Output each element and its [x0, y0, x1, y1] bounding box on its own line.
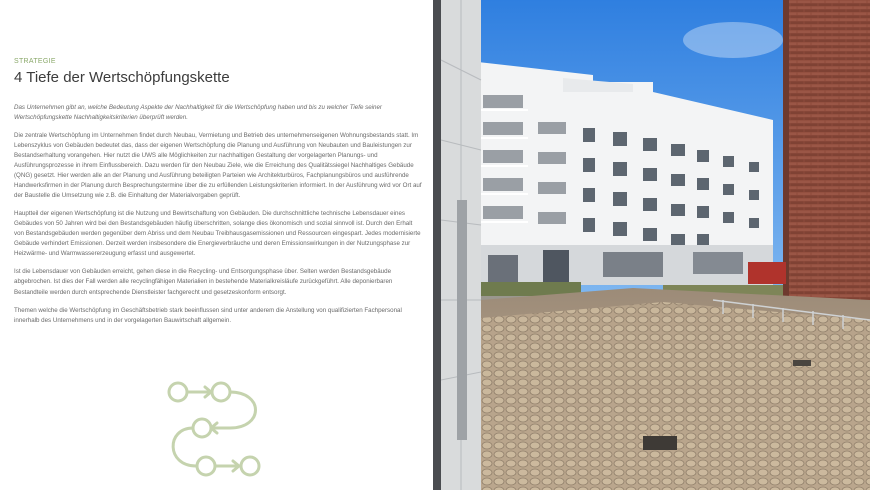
section-kicker: STRATEGIE	[14, 58, 56, 65]
page-title: 4 Tiefe der Wertschöpfungskette	[14, 69, 230, 86]
intro-paragraph: Das Unternehmen gibt an, welche Bedeutung Aspekte der Nachhaltigkeit für die Wertschöpfung haben und bis zu welcher Tiefe seiner Wertschöpfungskette Nachhaltigkeitskriterien überprüft werden.	[14, 104, 382, 121]
body-paragraph-3: Ist die Lebensdauer von Gebäuden erreicht, gehen diese in die Recycling- und Entsorgungsphase über. Selten werden Bestandsgebäude abgebrochen. Ist dies der Fall werden alle recyclingfähigen Materialien in bestehende Materialkreisläufe zurückgeführt. Alle deponierbaren Bestandteile werden durch entsprechende Dienstleister fachgerecht und gesetzeskonform entsorgt.	[14, 268, 393, 296]
building-courtyard-photo	[433, 0, 870, 490]
body-paragraph-4: Themen welche die Wertschöpfung im Geschäftsbetrieb stark beeinflussen sind unter anderem die Anstellung von qualifizierten Fachpersonal innerhalb des Unternehmens und in der vorgelagerten Bauwirtschaft allgemein.	[14, 306, 402, 324]
body-paragraph-2: Hauptteil der eigenen Wertschöpfung ist die Nutzung und Bewirtschaftung von Gebäuden. Die durchschnittliche technische Lebensdauer eines Gebäudes von 50 Jahren wird bei den Bestandsgebäuden häufig überschritten, solange dies ökonomisch und sozial sinnvoll ist. Durch den Erhalt von Bestandsgebäuden werden gegenüber dem Abriss und dem Neubau Treibhausgasemissionen und Ressourcen eingespart. Jedes modernisierte Gebäude verhindert Emissionen. Derzeit werden insbesondere die Energieverbräuche und deren Emissionswirkungen in der Nutzungsphase zur Heizwärme- und Warmwassererzeugung erfasst und ausgewertet.	[14, 210, 421, 258]
text-column	[14, 58, 422, 334]
body-paragraph-1: Die zentrale Wertschöpfung im Unternehmen findet durch Neubau, Vermietung und Betrieb des unternehmenseigenen Wohnungsbestands statt. Im Lebenszyklus von Gebäuden bedeutet das, dass der eigenen Wertschöpfung die Planung und Ausführung von Neubauten und Bauleistungen zur Bestandserhaltung vorangehen. Hier nutzt die UWS alle Möglichkeiten zur nachhaltigen Gestaltung der vorgelagerten Planungs- und Ausführungsprozesse in ihrem Einflussbereich. Dazu werden für den Neubau Ziele, wie die Erreichung des Qualitätssiegel Nachhaltiges Gebäude (QNG) gesetzt. Hier werden alle an der Planung und Ausführung beteiligten Parteien wie Architekturbüros, Fachplanungsbüros und ausführende Handwerksfirmen in der Planung durch Besprechungstermine über die zu erfüllenden Leistungskriterien informiert. In der Ausführung wird vor Ort auf der Baustelle die Umsetzung wie z.B. die Einhaltung der Materialvorgaben geprüft.	[14, 131, 422, 200]
value-chain-icon	[166, 378, 268, 480]
